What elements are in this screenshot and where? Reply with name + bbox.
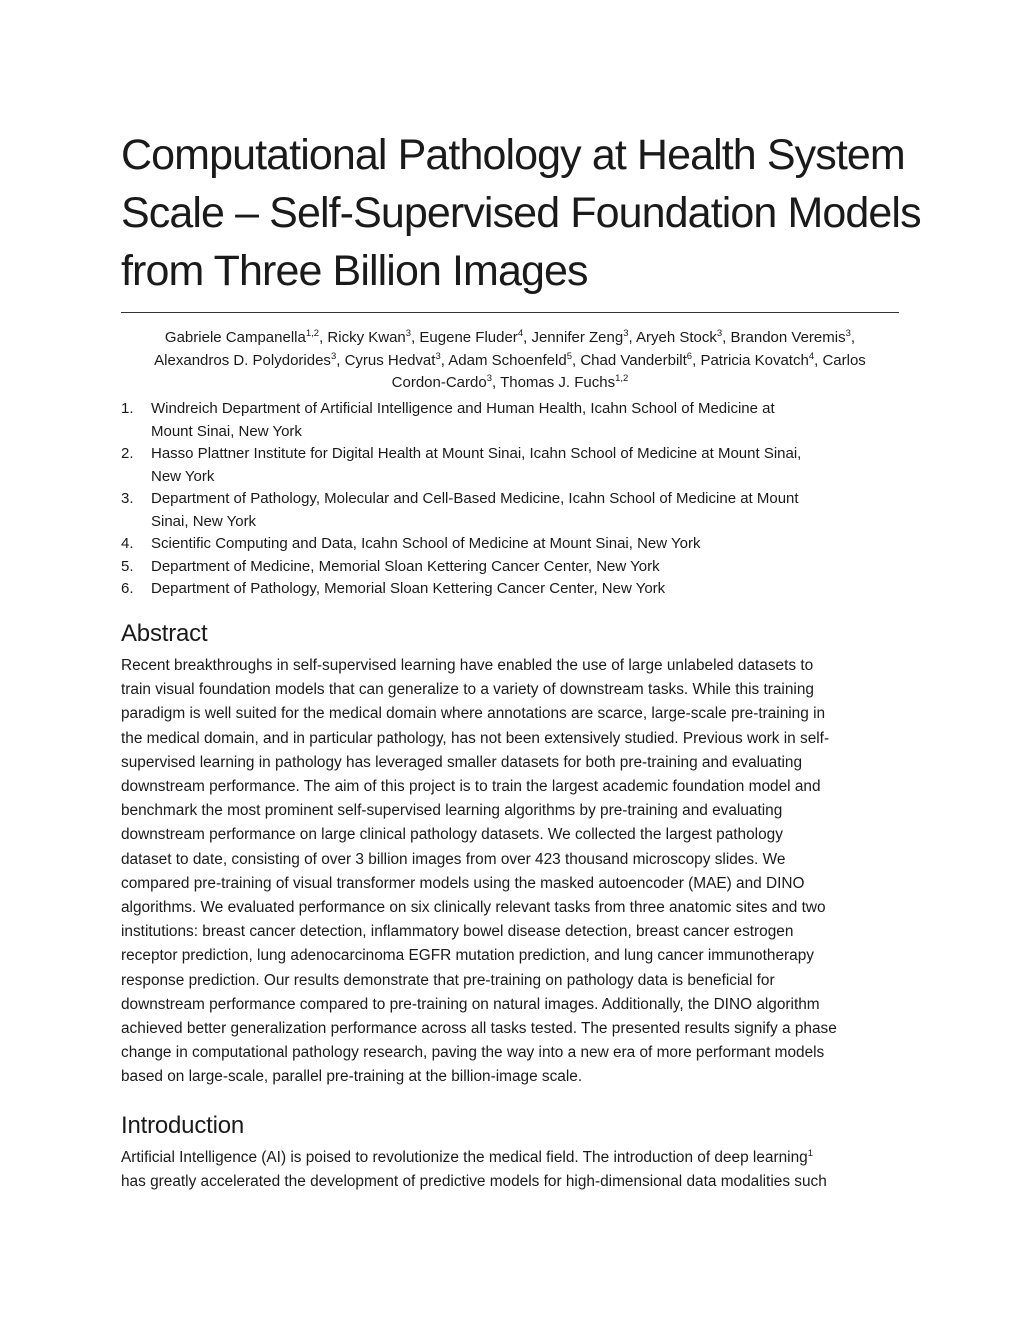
abstract-line: downstream performance compared to pre-training on natural images. Additionally, the DINO algorithm <box>121 995 820 1013</box>
author-name: Cyrus Hedvat <box>344 351 436 369</box>
abstract-line: change in computational pathology research, paving the way into a new era of more performant models <box>121 1044 825 1062</box>
abstract-line: supervised learning in pathology has leveraged smaller datasets for both pre-training and evaluating <box>121 753 803 771</box>
affiliation-number: 1. <box>121 400 134 417</box>
abstract-line: benchmark the most prominent self-supervised learning algorithms by pre-training and evaluating <box>121 802 783 820</box>
abstract-line: Recent breakthroughs in self-supervised learning have enabled the use of large unlabeled datasets to <box>121 657 814 674</box>
author-affil-sup: 3 <box>716 328 723 339</box>
author-affil-sup: 3 <box>405 328 412 339</box>
author-name: Jennifer Zeng <box>531 329 624 346</box>
author-name: Alexandros D. Polydorides <box>154 351 331 369</box>
affiliation-item <box>121 556 899 579</box>
author-name: Chad Vanderbilt <box>580 351 687 369</box>
author-name: Brandon Veremis <box>730 329 846 346</box>
introduction-line <box>121 1146 911 1170</box>
citation-sup: 1 <box>807 1148 813 1159</box>
affiliation-item <box>121 488 899 533</box>
introduction-line: has greatly accelerated the development of predictive models for high-dimensional data modalities such <box>121 1173 827 1191</box>
title-line: from Three Billion Images <box>121 247 588 295</box>
author-affil-sup: 5 <box>566 350 572 362</box>
author-sep: , <box>440 351 449 369</box>
affiliation-text: Mount Sinai, New York <box>151 422 302 440</box>
abstract-line: paradigm is well suited for the medical domain where annotations are scarce, large-scale pre-training in <box>121 705 826 723</box>
affiliation-item <box>121 578 899 601</box>
affiliation-item <box>121 398 899 443</box>
author-name: Aryeh Stock <box>636 329 717 346</box>
author-name: Thomas J. Fuchs <box>500 374 616 391</box>
abstract-line: institutions: breast cancer detection, inflammatory bowel disease detection, breast cancer estrogen <box>121 923 794 941</box>
author-affil-sup: 3 <box>486 373 492 384</box>
author-name: Patricia Kovatch <box>700 351 809 369</box>
abstract-line: downstream performance on large clinical pathology datasets. We collected the largest pathology <box>121 826 783 844</box>
abstract-line: compared pre-training of visual transformer models using the masked autoencoder (MAE) and DINO <box>121 874 805 892</box>
author-sep: , <box>411 329 420 346</box>
abstract-line: algorithms. We evaluated performance on six clinically relevant tasks from three anatomic sites and two <box>121 899 826 917</box>
abstract-line: response prediction. Our results demonstrate that pre-training on pathology data is beneficial for <box>121 971 775 989</box>
author-name: Eugene Fluder <box>419 329 518 346</box>
author-sep: , <box>571 351 581 369</box>
paper-title <box>121 126 921 300</box>
affiliation-list <box>121 398 899 601</box>
author-name: Cordon-Cardo <box>391 374 487 391</box>
author-sep: , <box>336 351 345 369</box>
affiliation-number: 5. <box>121 557 134 575</box>
abstract-line: receptor prediction, lung adenocarcinoma EGFR mutation prediction, and lung cancer immunotherapy <box>121 947 814 965</box>
author-line <box>117 350 903 373</box>
affiliation-text: Hasso Plattner Institute for Digital Health at Mount Sinai, Icahn School of Medicine at Mount Sinai, <box>151 445 802 462</box>
affiliation-text: Department of Pathology, Molecular and Cell-Based Medicine, Icahn School of Medicine at Mount <box>151 490 799 507</box>
author-line <box>117 327 903 350</box>
affiliation-text: Windreich Department of Artificial Intelligence and Human Health, Icahn School of Medicine at <box>151 400 775 417</box>
affiliation-text: Sinai, New York <box>151 512 257 530</box>
affiliation-text: New York <box>151 467 215 485</box>
abstract-line: the medical domain, and in particular pathology, has not been extensively studied. Previous work in self- <box>121 729 830 747</box>
author-name: Gabriele Campanella <box>164 329 306 346</box>
author-sep: , <box>692 351 701 369</box>
author-name: Ricky Kwan <box>327 329 406 346</box>
affiliation-text: Scientific Computing and Data, Icahn School of Medicine at Mount Sinai, New York <box>151 535 701 552</box>
author-sep: , <box>850 329 856 346</box>
author-affil-sup: 6 <box>686 350 693 362</box>
author-affil-sup: 4 <box>808 350 815 362</box>
author-affil-sup: 1,2 <box>615 373 629 384</box>
affiliation-number: 4. <box>121 535 134 552</box>
author-affil-sup: 3 <box>845 328 851 339</box>
abstract-line: dataset to date, consisting of over 3 billion images from over 423 thousand microscopy slides. We <box>121 850 786 868</box>
introduction-line-text: Artificial Intelligence (AI) is poised to revolutionize the medical field. The introduction of deep learning <box>121 1149 808 1166</box>
affiliation-number: 3. <box>121 490 134 507</box>
abstract-line: achieved better generalization performance across all tasks tested. The presented results signify a phase <box>121 1020 837 1038</box>
author-sep: , <box>492 374 501 391</box>
affiliation-text: Department of Pathology, Memorial Sloan Kettering Cancer Center, New York <box>151 580 666 597</box>
author-name: Adam Schoenfeld <box>448 351 567 369</box>
affiliation-item <box>121 443 899 488</box>
author-sep: , <box>319 329 328 346</box>
author-sep: , <box>523 329 532 346</box>
abstract-line: downstream performance. The aim of this project is to train the largest academic foundation model and <box>121 778 821 796</box>
abstract-line: based on large-scale, parallel pre-training at the billion-image scale. <box>121 1068 583 1086</box>
author-affil-sup: 1,2 <box>305 328 320 339</box>
author-sep: , <box>628 329 636 346</box>
author-affil-sup: 3 <box>330 350 337 362</box>
author-list <box>117 327 903 395</box>
author-affil-sup: 3 <box>623 328 629 339</box>
abstract-body <box>121 654 911 1090</box>
affiliation-text: Department of Medicine, Memorial Sloan Kettering Cancer Center, New York <box>151 557 660 575</box>
introduction-heading: Introduction <box>121 1112 245 1139</box>
abstract-heading: Abstract <box>121 620 208 647</box>
author-sep: , <box>722 329 731 346</box>
author-sep: , Carlos <box>814 351 866 369</box>
author-line <box>117 372 903 395</box>
affiliation-item <box>121 533 899 556</box>
title-line: Scale – Self-Supervised Foundation Models <box>121 189 921 237</box>
title-divider <box>121 312 899 313</box>
affiliation-number: 2. <box>121 445 134 462</box>
author-affil-sup: 4 <box>517 328 524 339</box>
title-line: Computational Pathology at Health System <box>121 131 905 179</box>
abstract-line: train visual foundation models that can generalize to a variety of downstream tasks. While this training <box>121 681 814 699</box>
affiliation-number: 6. <box>121 580 134 597</box>
introduction-body <box>121 1146 911 1194</box>
author-affil-sup: 3 <box>435 350 441 362</box>
